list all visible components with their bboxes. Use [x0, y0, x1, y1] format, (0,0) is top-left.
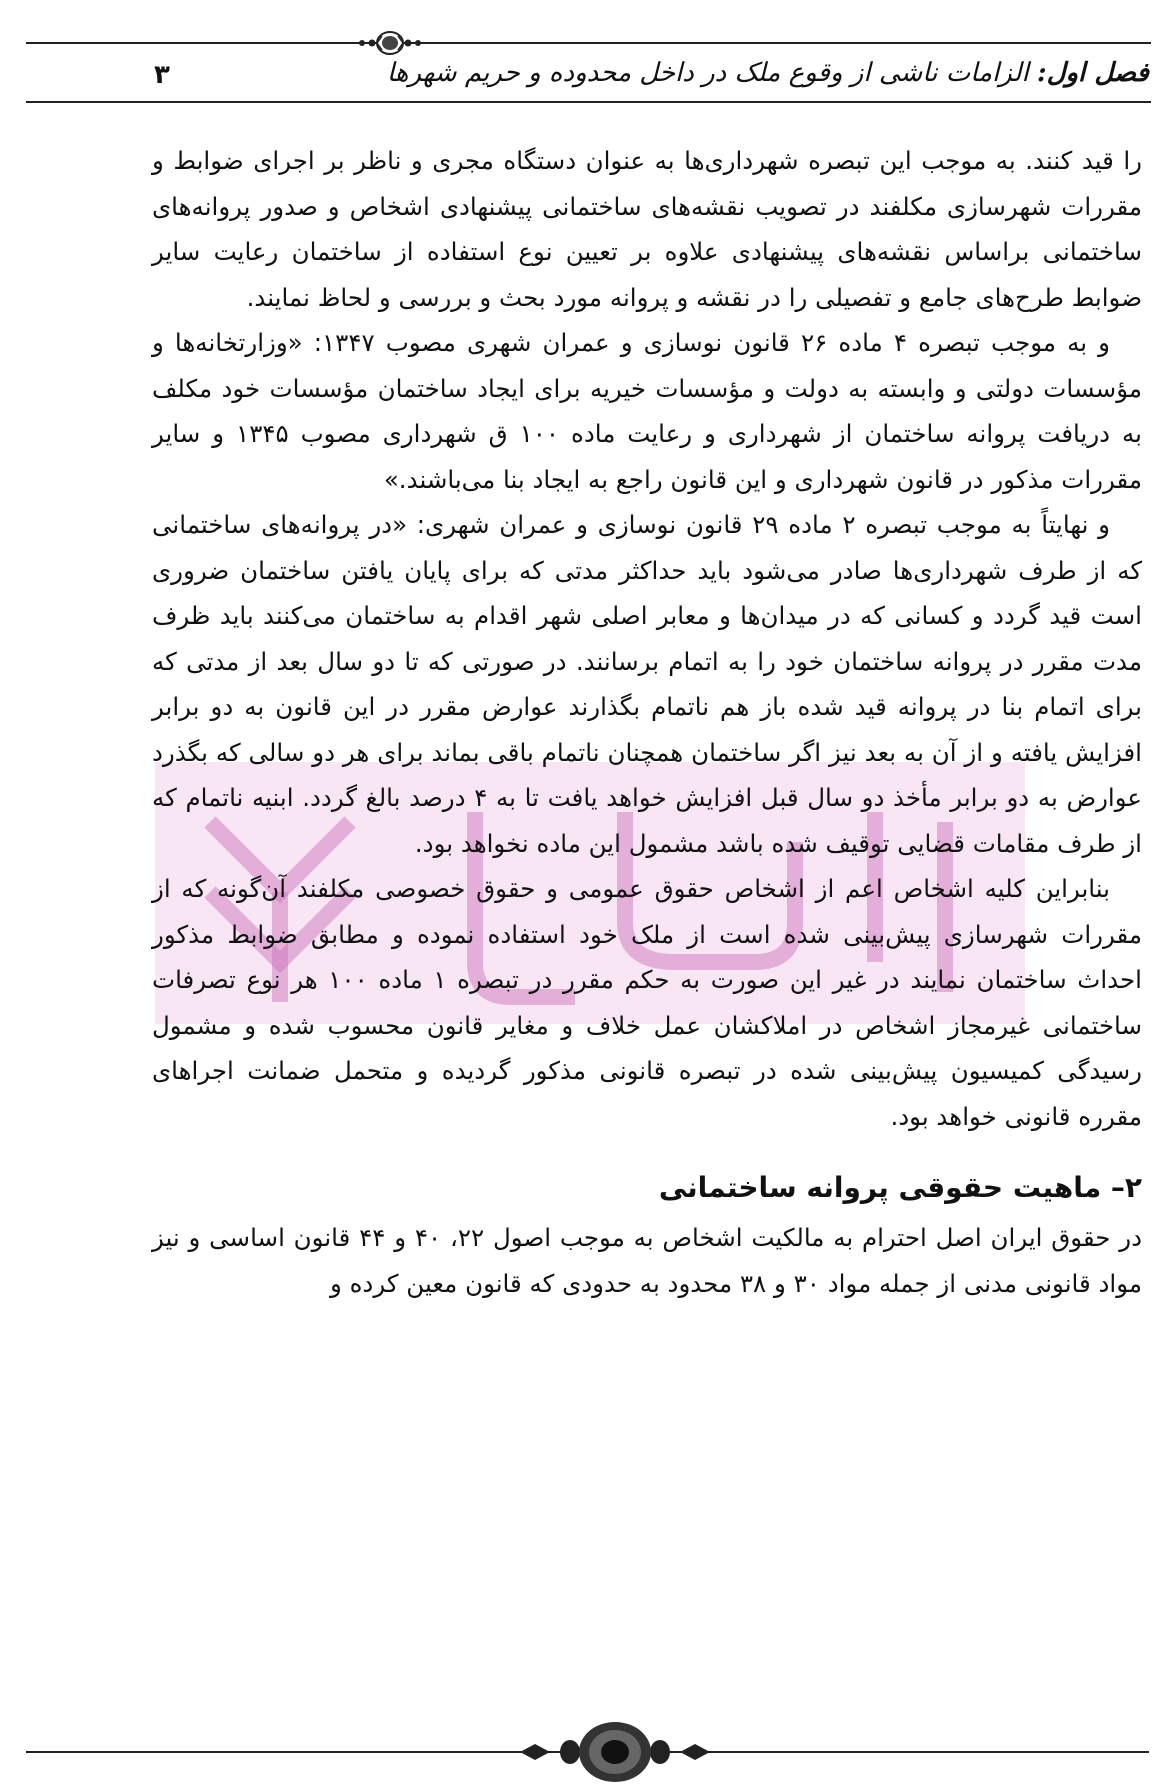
- chapter-title: [387, 58, 1149, 88]
- chapter-subtitle: الزامات ناشی از وقوع ملک در داخل محدوده و حریم شهرها: [386, 58, 1029, 88]
- document-body: [152, 138, 1142, 1306]
- paragraph-4: بنابراین کلیه اشخاص اعم از اشخاص حقوق عمومی و حقوق خصوصی مکلفند آن‌گونه که از مقررات شهرسازی پیش‌بینی شده است از ملک خود استفاده نموده و مطابق ضوابط مذکور احداث ساختمان نمایند در غیر این صورت به حکم مقرر در تبصره ۱ ماده ۱۰۰ هر نوع تصرفات ساختمانی غیرمجاز اشخاص در املاکشان عمل خلاف و مغایر قانون محسوب شده و مشمول رسیدگی کمیسیون پیش‌بینی شده در تبصره قانونی مذکور گردیده و متحمل ضمانت اجراهای مقرره قانونی خواهد بود.: [152, 874, 1142, 1131]
- page-number: ۳: [154, 60, 170, 90]
- paragraph-1: را قید کنند. به موجب این تبصره شهرداری‌ها به عنوان دستگاه مجری و ناظر بر اجرای ضوابط و مقررات شهرسازی مکلفند در تصویب نقشه‌های ساختمانی پیشنهادی اشخاص و صدور پروانه‌های ساختمانی براساس نقشه‌های پیشنهادی علاوه بر تعیین نوع استفاده از ساختمان رعایت سایر ضوابط طرح‌های جامع و تفصیلی را در نقشه و پروانه مورد بحث و بررسی و لحاظ نمایند.: [152, 146, 1142, 312]
- paragraph-2: و به موجب تبصره ۴ ماده ۲۶ قانون نوسازی و عمران شهری مصوب ۱۳۴۷: «وزارتخانه‌ها و مؤسسات دولتی و وابسته به دولت و مؤسسات خیریه برای ایجاد ساختمان مؤسسات خود مکلف به دریافت پروانه ساختمان از شهرداری و رعایت ماده ۱۰۰ ق شهرداری مصوب ۱۳۴۵ و سایر مقررات مذکور در قانون شهرداری و این قانون راجع به ایجاد بنا می‌باشند.»: [152, 328, 1142, 494]
- page-header: [26, 50, 1149, 102]
- paragraph-3: و نهایتاً به موجب تبصره ۲ ماده ۲۹ قانون نوسازی و عمران شهری: «در پروانه‌های ساختمانی که از طرف شهرداری‌ها صادر می‌شود باید حداکثر مدتی که برای پایان یافتن ساختمان ضروری است قید گردد و کسانی که در میدان‌ها و معابر اصلی شهر اقدام به ساختمان می‌کنند باید ظرف مدت مقرر در پروانه ساختمان خود را به اتمام برسانند. در صورتی که تا دو سال بعد از مدتی که برای اتمام بنا در پروانه قید شده باز هم ناتمام بگذارند عوارض مقرر در این قانون به دو برابر افزایش یافته و از آن به بعد نیز اگر ساختمان همچنان ناتمام باقی بماند برای هر دو سالی که بگذرد عوارض به دو برابر مأخذ دو سال قبل افزایش خواهد یافت تا به ۴ درصد بالغ گردد. ابنیه ناتمام که از طرف مقامات قضایی توقیف شده باشد مشمول این ماده نخواهد بود.: [152, 510, 1142, 858]
- header-rule-top: [26, 42, 1151, 44]
- chapter-label: فصل اول:: [1037, 58, 1149, 88]
- paragraph-5: در حقوق ایران اصل احترام به مالکیت اشخاص به موجب اصول ۲۲، ۴۰ و ۴۴ قانون اساسی و نیز مواد قانونی مدنی از جمله مواد ۳۰ و ۳۸ محدود به حدودی که قانون معین کرده و: [152, 1223, 1142, 1298]
- ornament-icon: [500, 1720, 730, 1784]
- section-heading: ۲– ماهیت حقوقی پروانه ساختمانی: [658, 1171, 1142, 1204]
- header-rule-bottom: [26, 101, 1151, 103]
